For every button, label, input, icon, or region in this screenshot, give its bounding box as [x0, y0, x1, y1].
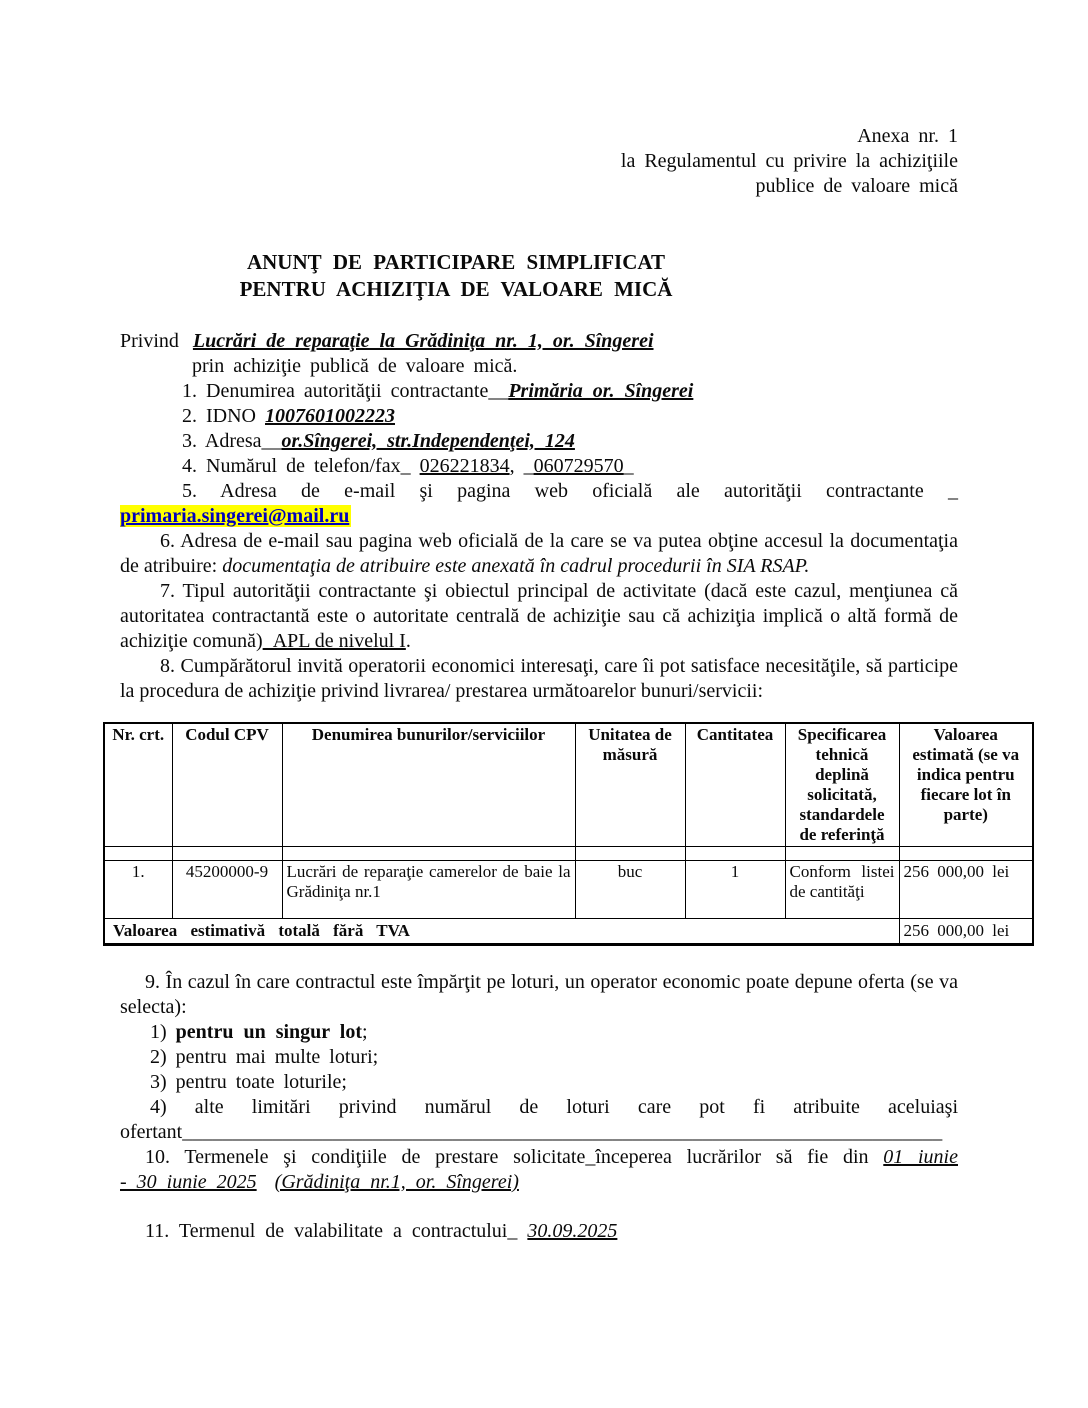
subject-value: Lucrări de reparaţie la Grădiniţa nr. 1, or. Sîngerei: [192, 330, 654, 352]
lot-option-1-number: 1): [150, 1021, 176, 1043]
authority-line: [182, 379, 958, 404]
cell-unitate: buc: [575, 861, 685, 919]
header-denumire: Denumirea bunurilor/serviciilor: [282, 723, 575, 847]
cell-valoare: 256 000,00 lei: [899, 861, 1033, 919]
lot-option-4-fill-line: [120, 1120, 958, 1145]
annex-line-1: Anexa nr. 1: [857, 125, 958, 147]
table-spacer-row: [104, 847, 1033, 861]
phone-line: [182, 454, 958, 479]
idno-line: [182, 404, 958, 429]
phone-label: 4. Numărul de telefon/fax_: [182, 455, 420, 477]
email-line: [120, 504, 958, 529]
paragraph-9: 9. În cazul în care contractul este împărţit pe loturi, un operator economic poate depune oferta (se va selecta):: [120, 971, 958, 1018]
paragraph-10-line-2: [120, 1170, 958, 1195]
header-unitate: Unitatea de măsură: [575, 723, 685, 847]
total-label: Valoarea estimativă totală fără TVA: [104, 919, 899, 945]
lot-option-3: 3) pentru toate loturile;: [150, 1071, 347, 1093]
address-line: [182, 429, 958, 454]
paragraph-10-line-1: [120, 1145, 958, 1170]
phone-number-1: 026221834: [419, 455, 510, 477]
cell-nr: 1.: [104, 861, 172, 919]
lot-option-1: [150, 1020, 958, 1045]
phone-separator: , _: [509, 455, 534, 477]
header-cantitate: Cantitatea: [685, 723, 785, 847]
annex-line-3: publice de valoare mică: [755, 175, 958, 197]
paragraph-7-underlined: _APL de nivelul I: [262, 630, 406, 652]
table-header-row: [104, 723, 1033, 847]
phone-number-2: 060729570: [533, 455, 624, 477]
email-link[interactable]: primaria.singerei@mail.ru: [120, 505, 350, 527]
address-value: or.Sîngerei, str.Independenţei, 124: [281, 430, 575, 452]
cell-cantitate: 1: [685, 861, 785, 919]
header-valoare: Valoarea estimată (se va indica pentru fiecare lot în parte): [899, 723, 1033, 847]
title-line-1: ANUNŢ DE PARTICIPARE SIMPLIFICAT: [246, 250, 666, 274]
paragraph-8: 8. Cumpărătorul invită operatorii economici interesaţi, care îi pot satisface necesităţile, să participe la procedura de achiziţie privind livrarea/ prestarea următoarelor bunuri/servicii:: [120, 655, 958, 702]
paragraph-7: [120, 579, 958, 654]
header-cpv: Codul CPV: [172, 723, 282, 847]
start-date: 01 iunie: [883, 1146, 958, 1168]
cell-cpv: 45200000-9: [172, 861, 282, 919]
subject-subline: prin achiziţie publică de valoare mică.: [192, 355, 518, 377]
document-title: [120, 249, 792, 303]
validity-date: 30.09.2025: [527, 1220, 618, 1242]
paragraph-11: [120, 1219, 958, 1244]
phone-suffix: _: [623, 455, 634, 477]
end-date: - 30 iunie 2025: [120, 1171, 257, 1193]
authority-label: 1. Denumirea autorităţii contractante__: [182, 380, 509, 402]
subject-label: Privind: [120, 330, 179, 352]
subject-line: [120, 329, 958, 354]
lot-option-4: 4) alte limitări privind numărul de loturi care pot fi atribuite aceluiaşi: [150, 1096, 958, 1118]
validity-label: 11. Termenul de valabilitate a contractului_: [145, 1220, 518, 1242]
idno-value: 1007601002223: [265, 405, 395, 427]
header-specificare: Specificarea tehnică deplină solicitată, standardele de referinţă: [785, 723, 899, 847]
lots-section: [120, 970, 958, 1244]
lot-option-2: 2) pentru mai multe loturi;: [150, 1046, 379, 1068]
goods-table: [103, 722, 1034, 946]
annex-note: [0, 0, 958, 199]
work-location: (Grădiniţa nr.1, or. Sîngerei): [274, 1171, 519, 1193]
lot-option-1-suffix: ;: [362, 1021, 368, 1043]
paragraph-6-text: 6. Adresa de e-mail sau pagina web oficială de la care se va putea obţine accesul la documentaţia de atribuire:: [120, 530, 958, 577]
idno-label: 2. IDNO: [182, 405, 256, 427]
intro-section: [120, 329, 958, 704]
paragraph-7-text: 7. Tipul autorităţii contractante şi obiectul principal de activitate (dacă este cazul, menţiunea că autoritatea contractantă este o autoritate centrală de achiziţie sau că achiziţia implică o altă formă de achiziţie comună): [120, 580, 958, 652]
header-nr-crt: Nr. crt.: [104, 723, 172, 847]
table-total-row: [104, 919, 1033, 945]
paragraph-6: [120, 529, 958, 579]
total-value: 256 000,00 lei: [899, 919, 1033, 945]
ofertant-word: ofertant: [120, 1121, 183, 1143]
cell-specificare: Conform listei de cantităţi: [785, 861, 899, 919]
paragraph-6-italic: documentaţia de atribuire este anexată în cadrul procedurii în SIA RSAP.: [222, 555, 810, 577]
paragraph-10-text: 10. Termenele şi condiţiile de prestare solicitate_începerea lucrărilor să fie din: [145, 1146, 869, 1168]
authority-value: Primăria or. Sîngerei: [508, 380, 694, 402]
email-intro-line: 5. Adresa de e-mail şi pagina web oficială ale autorităţii contractante _: [182, 480, 958, 502]
lot-option-1-bold: pentru un singur lot: [175, 1021, 363, 1043]
paragraph-7-period: .: [405, 630, 411, 652]
address-label: 3. Adresa__: [182, 430, 282, 452]
cell-denumire: Lucrări de reparaţie camerelor de baie la Grădiniţa nr.1: [282, 861, 575, 919]
annex-line-2: la Regulamentul cu privire la achiziţiile: [620, 150, 958, 172]
table-row: [104, 861, 1033, 919]
blank-underscore-line: ____________________________________________________________________________: [182, 1121, 943, 1143]
title-line-2: PENTRU ACHIZIŢIA DE VALOARE MICĂ: [239, 277, 673, 301]
